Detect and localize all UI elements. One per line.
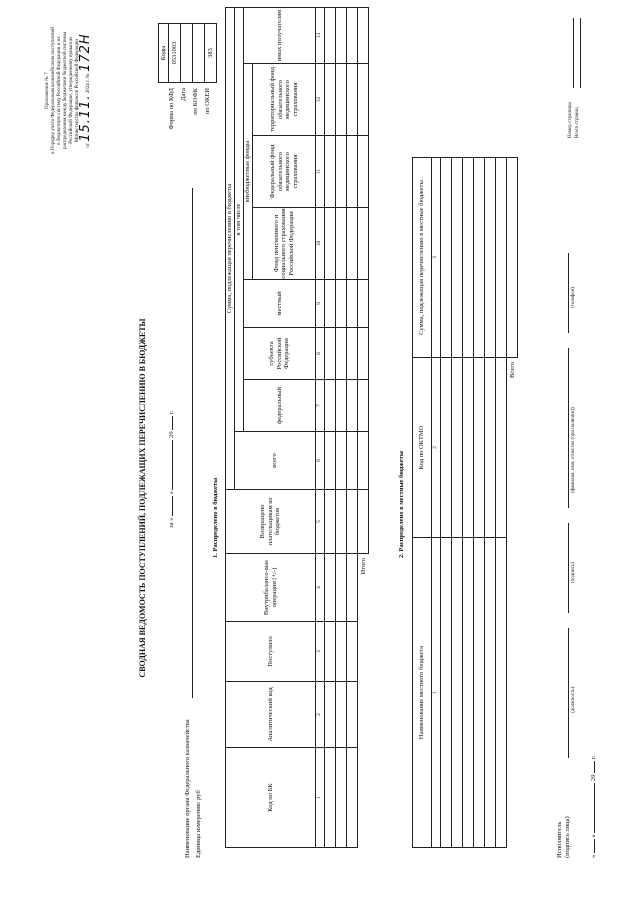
table-row bbox=[347, 7, 358, 847]
table-row bbox=[336, 7, 347, 847]
approval-date: 15.11. bbox=[78, 94, 93, 142]
position-hint: (должность) bbox=[571, 686, 576, 713]
org-label: Наименование органа Федерального казначейства bbox=[184, 719, 191, 858]
header-oktmo: Код по ОКТМО bbox=[413, 358, 432, 538]
code-label-kofk: по КОФК bbox=[192, 88, 199, 115]
codes-labels bbox=[158, 88, 216, 168]
header-analytic: Аналитический код bbox=[226, 682, 316, 748]
section2-table bbox=[412, 157, 518, 848]
code-label-okei: по ОКЕИ bbox=[204, 88, 211, 115]
name-hint: (фамилия, имя, отчество (при наличии)) bbox=[571, 407, 576, 493]
code-value-okei: 383 bbox=[205, 24, 217, 83]
col-number: 7 bbox=[316, 380, 325, 432]
col-number: 4 bbox=[316, 554, 325, 622]
executor-label: Исполнитель bbox=[556, 821, 563, 858]
page-total-label: Всего страниц bbox=[575, 107, 580, 138]
approval-line: Министерства финансов Российской Федерации bbox=[75, 38, 80, 143]
header-interbudget: Внутрибалансо-вые операции (+/-) bbox=[226, 554, 316, 622]
approval-number: 172Н bbox=[78, 33, 93, 72]
phone-hint: (телефон) bbox=[571, 287, 576, 308]
total-row bbox=[358, 7, 369, 847]
executor-label-2: (подпись лица) bbox=[564, 816, 571, 858]
col-number: 3 bbox=[432, 158, 441, 358]
header-incl: в том числе bbox=[235, 7, 244, 431]
col-number: 12 bbox=[316, 64, 325, 136]
page-number-label: Номер страницы bbox=[568, 102, 573, 138]
header-refund: Возвращено плательщикам из бюджетов bbox=[226, 490, 316, 554]
table-row bbox=[463, 158, 474, 848]
signature-hint: (подпись) bbox=[571, 562, 576, 583]
col-number: 8 bbox=[316, 328, 325, 380]
approval-line: Приложение № 7 bbox=[45, 72, 50, 109]
table-row bbox=[441, 158, 452, 848]
approval-line: Российской Федерации, утвержденному приказом bbox=[69, 37, 74, 144]
col-number: 1 bbox=[316, 748, 325, 848]
page-title: СВОДНАЯ ВЕДОМОСТЬ ПОСТУПЛЕНИЙ, ПОДЛЕЖАЩИХ ПЕРЕЧИСЛЕНИЮ В БЮДЖЕТЫ bbox=[138, 318, 147, 678]
header-sum-group: Сумма, подлежащая перечислению в бюджеты bbox=[226, 7, 235, 489]
total-label: Всего bbox=[508, 362, 516, 378]
section2-title: 2. Распределено в местные бюджеты bbox=[398, 451, 405, 558]
codes-box bbox=[158, 23, 217, 83]
header-pension: Фонд пенсионного и социального страхования Российской Федерации bbox=[253, 208, 316, 280]
col-number: 5 bbox=[316, 490, 325, 554]
header-funds-group: внебюджетные фонды bbox=[244, 64, 253, 280]
col-number: 2 bbox=[432, 358, 441, 538]
col-number: 11 bbox=[316, 136, 325, 208]
section1-title: 1. Распределено в бюджеты bbox=[212, 477, 219, 558]
code-value-date bbox=[181, 24, 193, 83]
org-field-line bbox=[192, 188, 193, 698]
approval-line: в бюджетную систему Российской Федерации и их bbox=[57, 36, 62, 145]
table-row bbox=[485, 158, 496, 848]
table-row bbox=[325, 7, 336, 847]
header-federal: федеральный bbox=[244, 380, 316, 432]
table-row bbox=[496, 158, 507, 848]
signature-date-line: « » 20 г. bbox=[590, 755, 597, 858]
code-value-kofk bbox=[193, 24, 205, 83]
header-local: местный bbox=[244, 280, 316, 328]
report-date-line: за « » 20 г. bbox=[168, 410, 175, 528]
unit-label: Единица измерения: руб bbox=[195, 790, 202, 858]
table-row bbox=[452, 158, 463, 848]
approval-block bbox=[45, 8, 92, 173]
col-number: 10 bbox=[316, 208, 325, 280]
header-subject: субъекта Российской Федерации bbox=[244, 328, 316, 380]
col-number: 2 bbox=[316, 682, 325, 748]
header-terr-med: территориальный фонд обязательного медицинского страхования bbox=[253, 64, 316, 136]
col-number: 3 bbox=[316, 622, 325, 682]
section1-table bbox=[225, 7, 369, 848]
total-row bbox=[507, 158, 518, 848]
total-label: Итого bbox=[359, 558, 367, 575]
codes-header: Коды bbox=[159, 24, 169, 83]
col-number: 6 bbox=[316, 432, 325, 490]
col-number: 1 bbox=[432, 538, 441, 848]
code-label-form: Форма по КФД bbox=[168, 88, 175, 130]
header-local-name: Наименование местного бюджета bbox=[413, 538, 432, 848]
table-row bbox=[474, 158, 485, 848]
header-kbk: Код по БК bbox=[226, 748, 316, 848]
col-number: 9 bbox=[316, 280, 325, 328]
approval-line: распределения между бюджетами бюджетной системы bbox=[63, 31, 68, 150]
header-received: Поступило bbox=[226, 622, 316, 682]
header-other: иных получателям bbox=[244, 7, 316, 63]
code-label-date: Дата bbox=[180, 88, 187, 101]
header-local-sum: Сумма, подлежащая перечислению в местные бюджеты bbox=[413, 158, 432, 358]
approval-line: к Порядку учета Федеральным казначейством поступлений bbox=[51, 27, 56, 154]
code-value-form: 0531003 bbox=[169, 24, 181, 83]
header-total: всего bbox=[235, 432, 316, 490]
header-fed-med: Федеральный фонд обязательного медицинского страхования bbox=[253, 136, 316, 208]
approval-date-line: от 15.11. 2024 г. № 172Н bbox=[78, 33, 93, 148]
col-number: 13 bbox=[316, 7, 325, 63]
